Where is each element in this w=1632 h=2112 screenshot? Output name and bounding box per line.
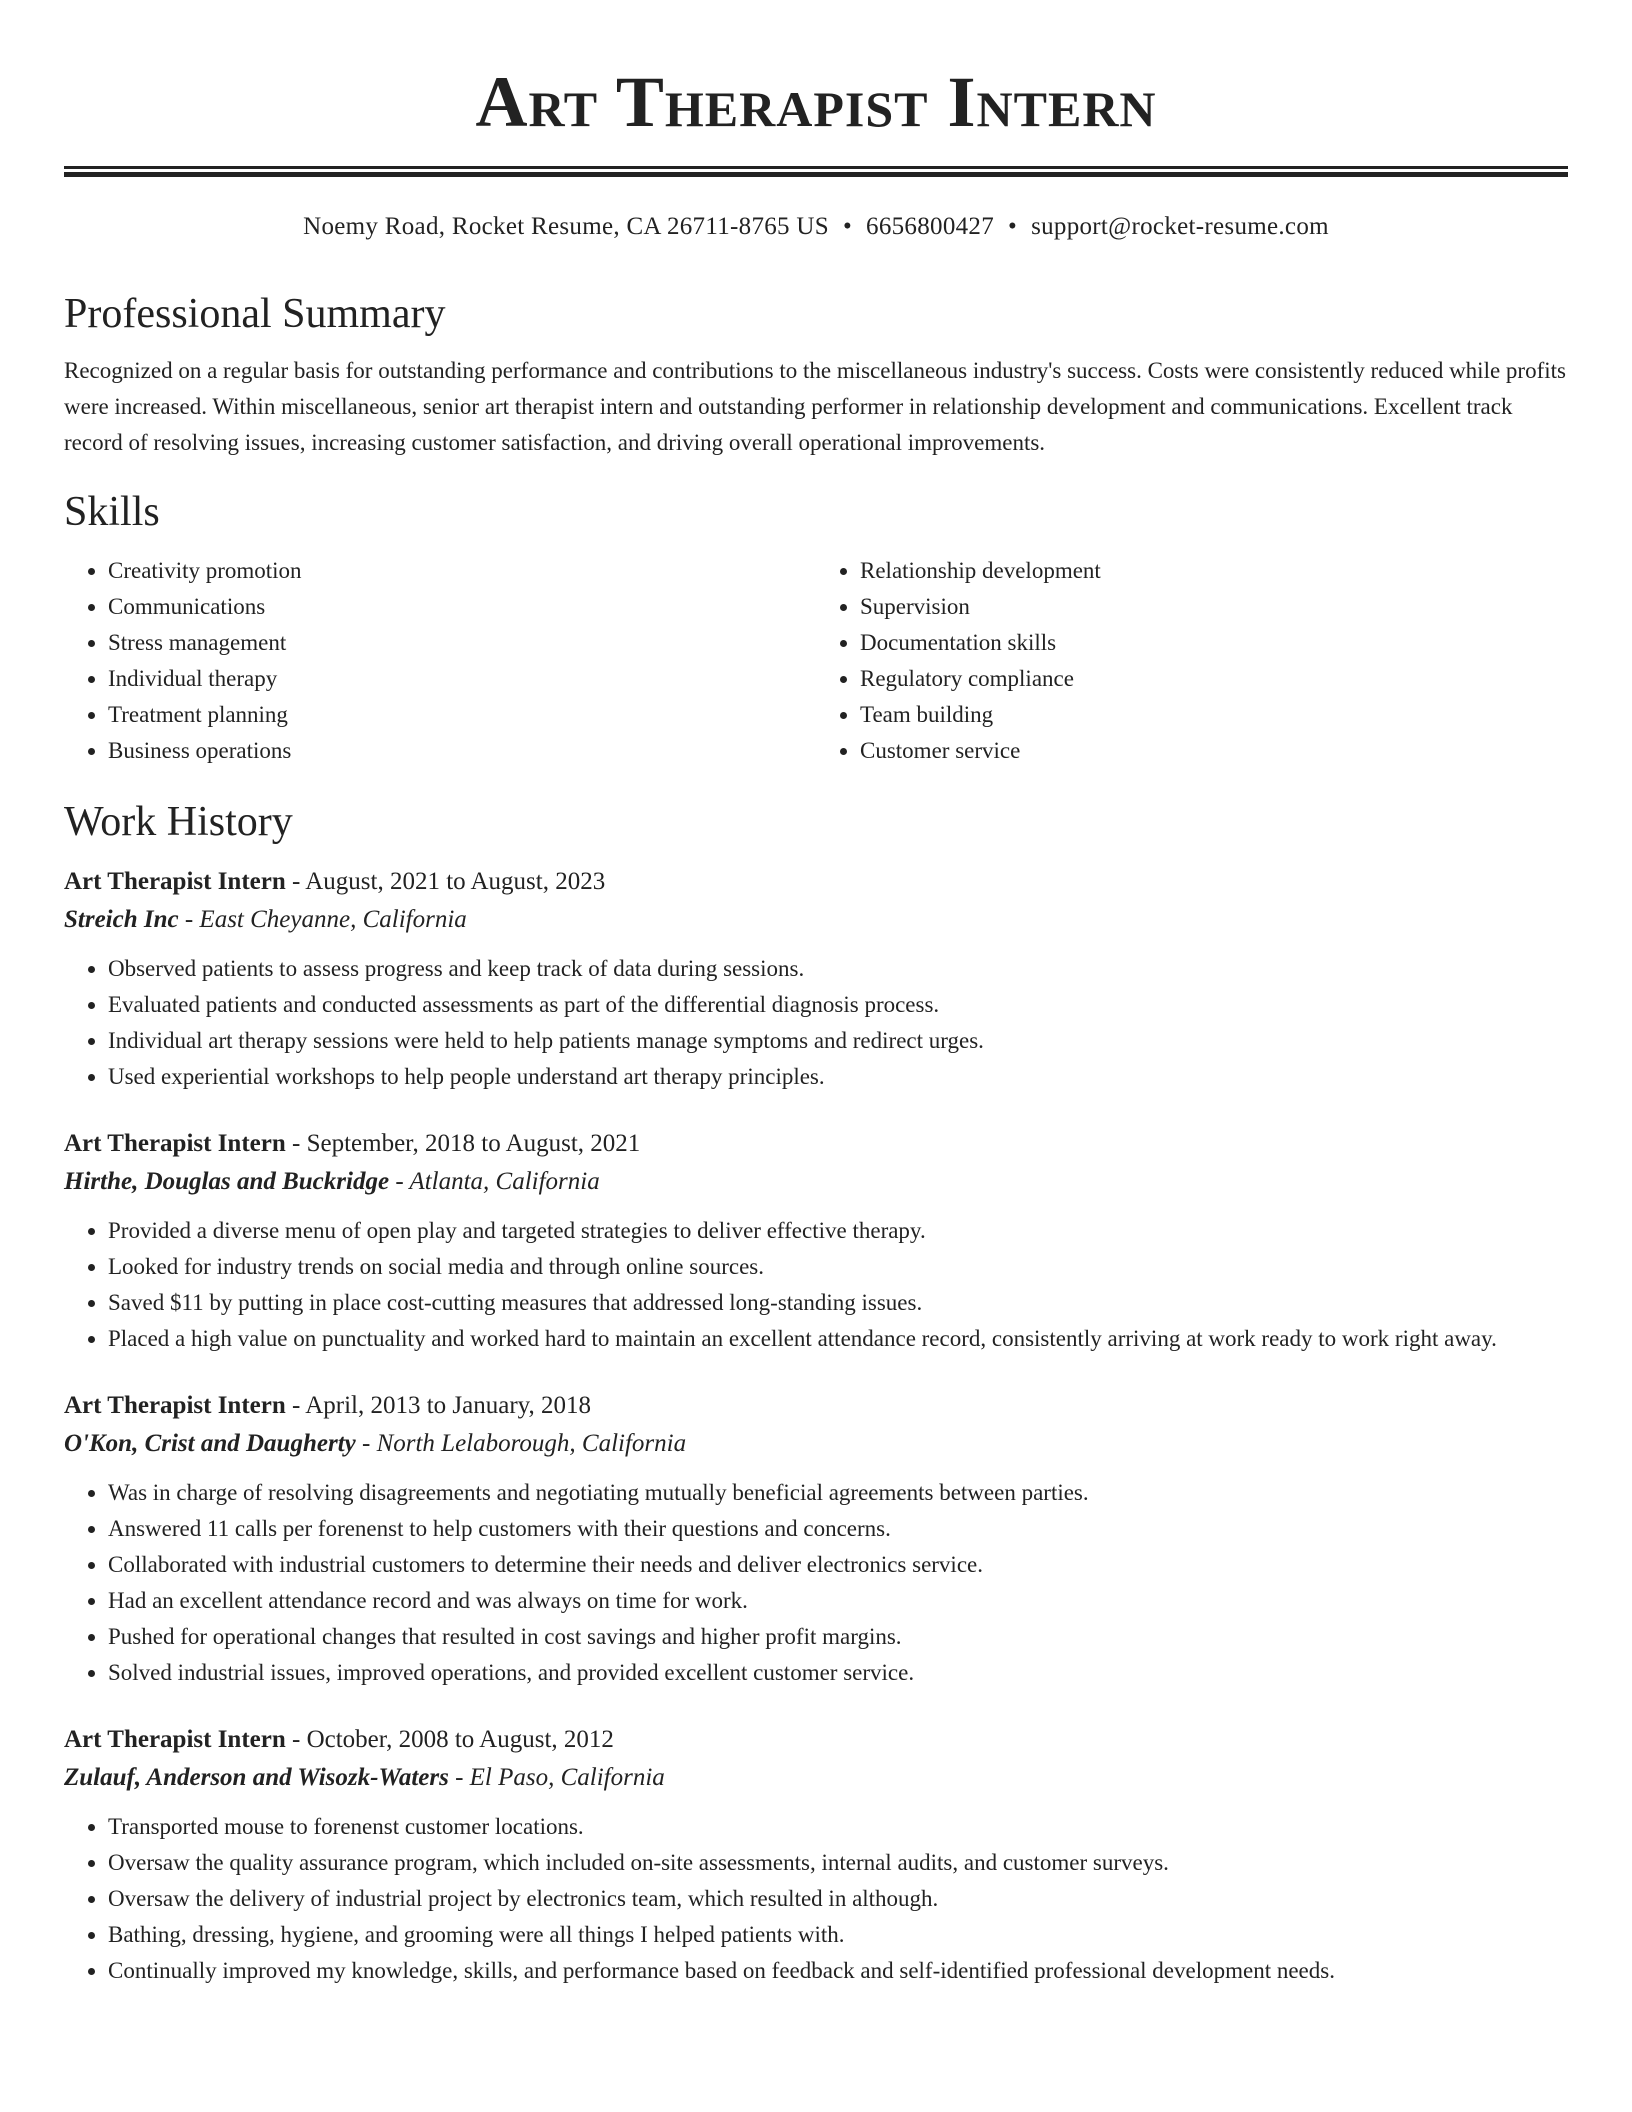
- company-line: [64, 1759, 1568, 1797]
- title-divider: [64, 166, 1568, 177]
- skill-item: • Business operations: [108, 733, 816, 769]
- job-bullet: • Was in charge of resolving disagreements and negotiating mutually beneficial agreements between parties.: [108, 1475, 1568, 1511]
- job-bullets: [64, 1213, 1568, 1357]
- job-bullet: • Individual art therapy sessions were held to help patients manage symptoms and redirect urges.: [108, 1023, 1568, 1059]
- skill-item: • Customer service: [860, 733, 1568, 769]
- contact-separator: •: [1008, 213, 1018, 240]
- contact-separator: •: [842, 213, 853, 240]
- job-bullet: • Oversaw the delivery of industrial project by electronics team, which resulted in although.: [108, 1881, 1568, 1917]
- skills-heading: Skills: [64, 489, 160, 535]
- job-title-line: [64, 1721, 1568, 1759]
- skills-column-left: [64, 553, 816, 769]
- skill-item: • Individual therapy: [108, 661, 816, 697]
- company-name: Hirthe, Douglas and Buckridge: [64, 1168, 390, 1195]
- job-dates: - April, 2013 to January, 2018: [285, 1392, 592, 1419]
- skill-item: • Creativity promotion: [108, 553, 816, 589]
- skill-item: • Treatment planning: [108, 697, 816, 733]
- resume-title: Art Therapist Intern: [475, 62, 1157, 142]
- job-bullet: • Used experiential workshops to help people understand art therapy principles.: [108, 1059, 1568, 1095]
- job-bullet: • Had an excellent attendance record and was always on time for work.: [108, 1583, 1568, 1619]
- job-title: Art Therapist Intern: [64, 868, 286, 895]
- job-bullet: • Provided a diverse menu of open play and targeted strategies to deliver effective therapy.: [108, 1213, 1568, 1249]
- skill-item: • Communications: [108, 589, 816, 625]
- job-bullet: • Continually improved my knowledge, skills, and performance based on feedback and self-identified professional development needs.: [108, 1953, 1568, 1989]
- skill-item: • Documentation skills: [860, 625, 1568, 661]
- company-line: [64, 1163, 1568, 1201]
- job-entry: [64, 1125, 1568, 1357]
- job-bullet: • Pushed for operational changes that resulted in cost savings and higher profit margins.: [108, 1619, 1568, 1655]
- company-name: Streich Inc: [64, 906, 179, 933]
- company-line: [64, 1425, 1568, 1463]
- skill-item: • Supervision: [860, 589, 1568, 625]
- summary-heading: Professional Summary: [64, 291, 446, 337]
- job-title-line: [64, 1125, 1568, 1163]
- summary-text: Recognized on a regular basis for outstanding performance and contributions to the miscellaneous industry's success. Costs were consistently reduced while profits were increased. Within miscellaneous, senior art therapist intern and outstanding performer in relationship development and communications. Excellent track record of resolving issues, increasing customer satisfaction, and driving overall operational improvements.: [64, 358, 1566, 455]
- skill-item: • Relationship development: [860, 553, 1568, 589]
- job-dates: - October, 2008 to August, 2012: [285, 1726, 614, 1753]
- work-history-heading: Work History: [64, 799, 293, 845]
- skill-item: • Regulatory compliance: [860, 661, 1568, 697]
- job-title-line: [64, 863, 1568, 901]
- job-bullet: • Bathing, dressing, hygiene, and grooming were all things I helped patients with.: [108, 1917, 1568, 1953]
- job-bullet: • Solved industrial issues, improved operations, and provided excellent customer service.: [108, 1655, 1568, 1691]
- job-title-line: [64, 1387, 1568, 1425]
- skill-item: • Team building: [860, 697, 1568, 733]
- job-bullet: • Collaborated with industrial customers to determine their needs and deliver electronics service.: [108, 1547, 1568, 1583]
- company-name: O'Kon, Crist and Daugherty: [64, 1430, 356, 1457]
- job-bullet: • Placed a high value on punctuality and worked hard to maintain an excellent attendance record, consistently arriving at work ready to work right away.: [108, 1321, 1568, 1357]
- company-name: Zulauf, Anderson and Wisozk-Waters: [64, 1764, 449, 1791]
- company-location: - Atlanta, California: [389, 1168, 600, 1195]
- skills-list: [64, 553, 1568, 769]
- skill-item: • Stress management: [108, 625, 816, 661]
- job-title: Art Therapist Intern: [64, 1392, 286, 1419]
- job-bullets: [64, 951, 1568, 1095]
- skills-column-right: [816, 553, 1568, 769]
- job-bullet: • Observed patients to assess progress and keep track of data during sessions.: [108, 951, 1568, 987]
- company-line: [64, 901, 1568, 939]
- job-entry: [64, 1387, 1568, 1691]
- contact-phone: 6656800427: [866, 213, 995, 240]
- job-bullets: [64, 1809, 1568, 1989]
- job-bullet: • Oversaw the quality assurance program, which included on-site assessments, internal audits, and customer surveys.: [108, 1845, 1568, 1881]
- job-title: Art Therapist Intern: [64, 1726, 286, 1753]
- job-dates: - September, 2018 to August, 2021: [285, 1130, 641, 1157]
- job-bullet: • Evaluated patients and conducted assessments as part of the differential diagnosis process.: [108, 987, 1568, 1023]
- company-location: - East Cheyanne, California: [178, 906, 467, 933]
- contact-address: Noemy Road, Rocket Resume, CA 26711-8765 US: [303, 213, 829, 240]
- job-title: Art Therapist Intern: [64, 1130, 286, 1157]
- job-dates: - August, 2021 to August, 2023: [285, 868, 606, 895]
- company-location: - North Lelaborough, California: [355, 1430, 687, 1457]
- job-bullet: • Saved $11 by putting in place cost-cutting measures that addressed long-standing issues.: [108, 1285, 1568, 1321]
- company-location: - El Paso, California: [448, 1764, 665, 1791]
- job-entry: [64, 1721, 1568, 1989]
- contact-email: support@rocket-resume.com: [1031, 213, 1329, 240]
- contact-line: [64, 211, 1568, 243]
- job-bullet: • Transported mouse to forenenst customer locations.: [108, 1809, 1568, 1845]
- job-entry: [64, 863, 1568, 1095]
- job-bullet: • Looked for industry trends on social media and through online sources.: [108, 1249, 1568, 1285]
- job-bullet: • Answered 11 calls per forenenst to help customers with their questions and concerns.: [108, 1511, 1568, 1547]
- job-bullets: [64, 1475, 1568, 1691]
